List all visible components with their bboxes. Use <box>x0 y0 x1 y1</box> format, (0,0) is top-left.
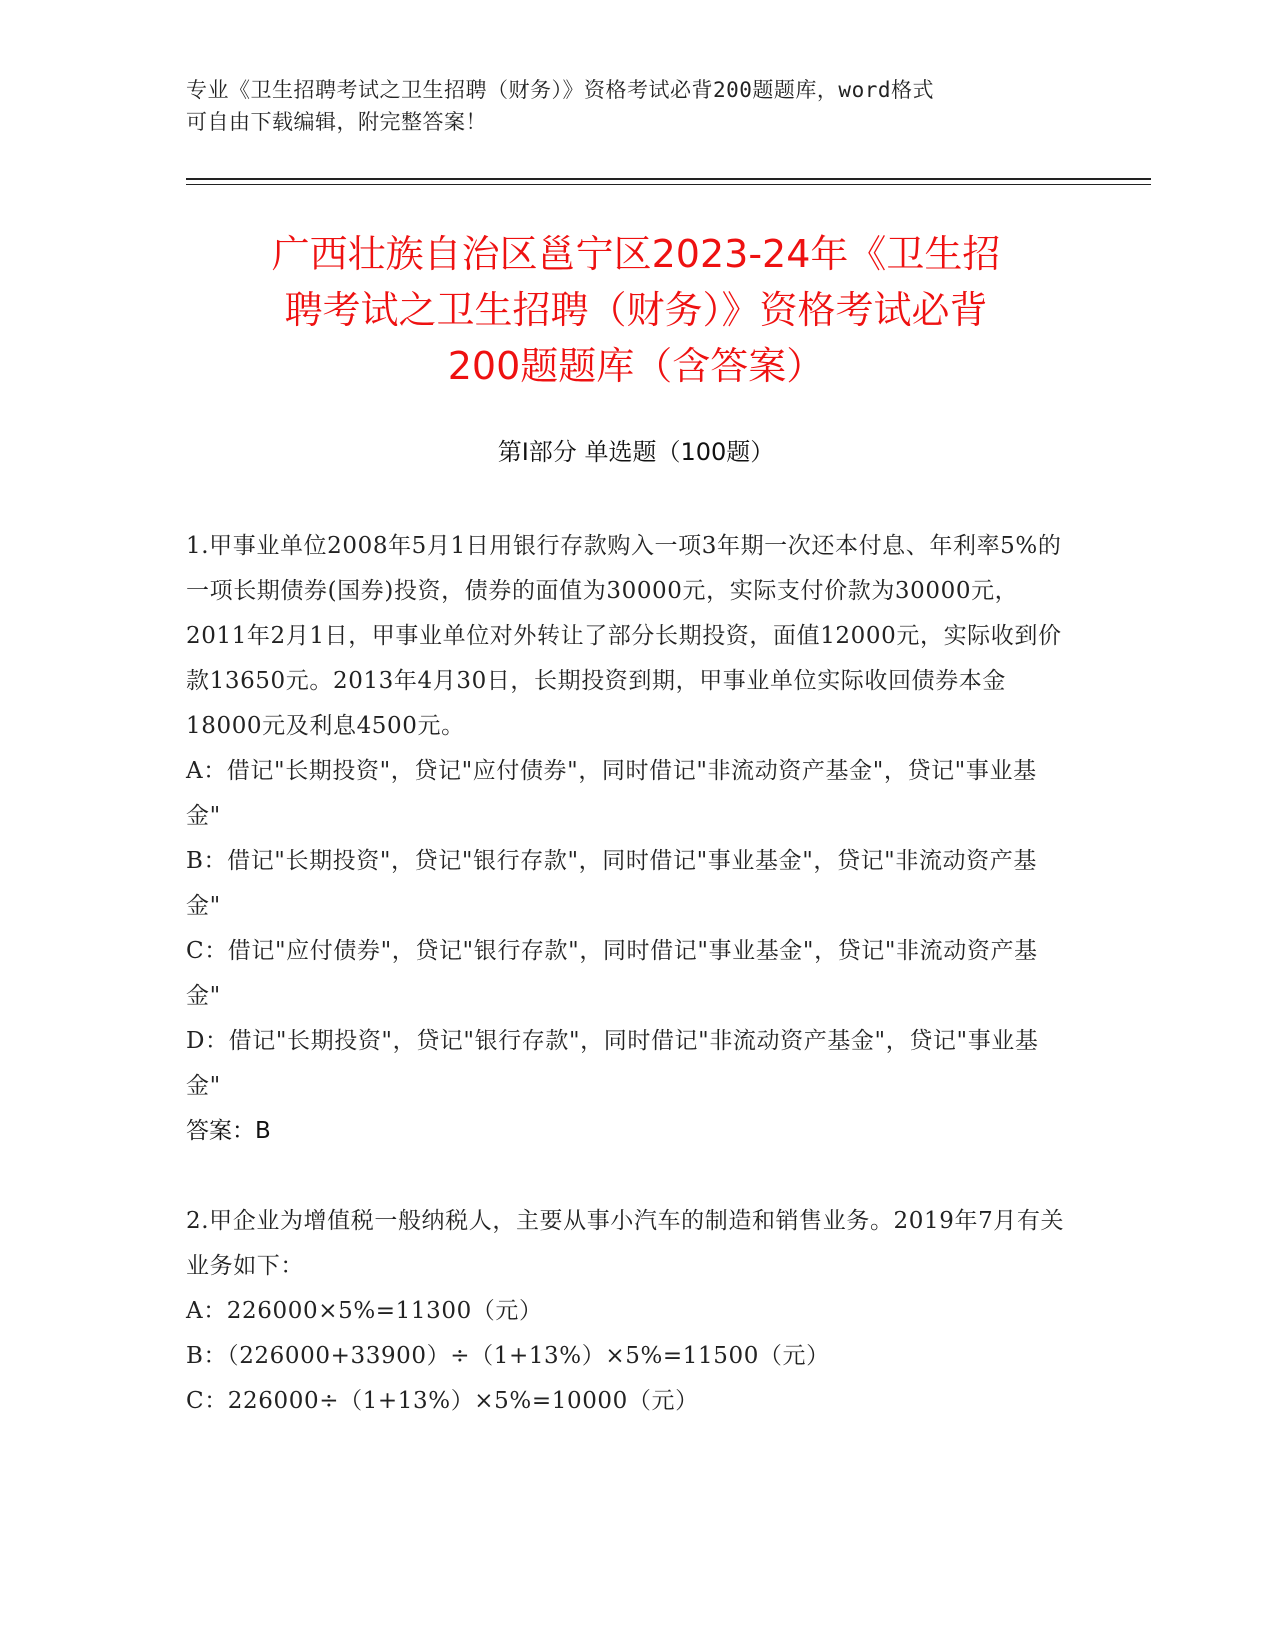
option-d: D：借记"长期投资"，贷记"银行存款"，同时借记"非流动资产基金"，贷记"事业基金" <box>186 1028 1039 1099</box>
question-stem: 1.甲事业单位2008年5月1日用银行存款购入一项3年期一次还本付息、年利率5%的一项长期债券(国券)投资，债券的面值为30000元，实际支付价款为30000元，2011年2月1日，甲事业单位对外转让了部分长期投资，面值12000元，实际收到价款13650元。2013年4月30日，长期投资到期，甲事业单位实际收回债券本金18000元及利息4500元。 <box>186 533 1062 739</box>
title-line: 广西壮族自治区邕宁区2023-24年《卫生招 <box>271 232 1001 276</box>
answer-label: 答案：B <box>186 1118 271 1144</box>
question-spacer <box>186 1154 1066 1199</box>
option-a: A：借记"长期投资"，贷记"应付债券"，同时借记"非流动资产基金"，贷记"事业基金" <box>186 758 1037 829</box>
option-b: B：借记"长期投资"，贷记"银行存款"，同时借记"事业基金"，贷记"非流动资产基金" <box>186 848 1037 919</box>
option-b: B：（226000+33900）÷（1+13%）×5%=11500（元） <box>186 1343 830 1369</box>
title-line: 200题题库（含答案） <box>447 344 825 388</box>
question-item <box>186 1199 1066 1424</box>
option-c: C：226000÷（1+13%）×5%=10000（元） <box>186 1388 699 1414</box>
question-stem: 2.甲企业为增值税一般纳税人，主要从事小汽车的制造和销售业务。2019年7月有关业务如下： <box>186 1208 1065 1279</box>
header-note-line: 专业《卫生招聘考试之卫生招聘（财务）》资格考试必背200题题库，word格式 <box>186 78 934 102</box>
question-list <box>186 524 1066 1424</box>
header-divider <box>186 178 1151 180</box>
question-item <box>186 524 1066 1154</box>
title-line: 聘考试之卫生招聘（财务）》资格考试必背 <box>284 288 988 332</box>
header-note-line: 可自由下载编辑，附完整答案！ <box>186 110 487 134</box>
document-title <box>186 226 1086 394</box>
header-divider-thin <box>186 184 1151 185</box>
section-heading: 第Ⅰ部分 单选题（100题） <box>497 438 775 466</box>
option-c: C：借记"应付债券"，贷记"银行存款"，同时借记"事业基金"，贷记"非流动资产基金" <box>186 938 1038 1009</box>
option-a: A：226000×5%=11300（元） <box>186 1298 543 1324</box>
document-header-note <box>186 74 1066 138</box>
